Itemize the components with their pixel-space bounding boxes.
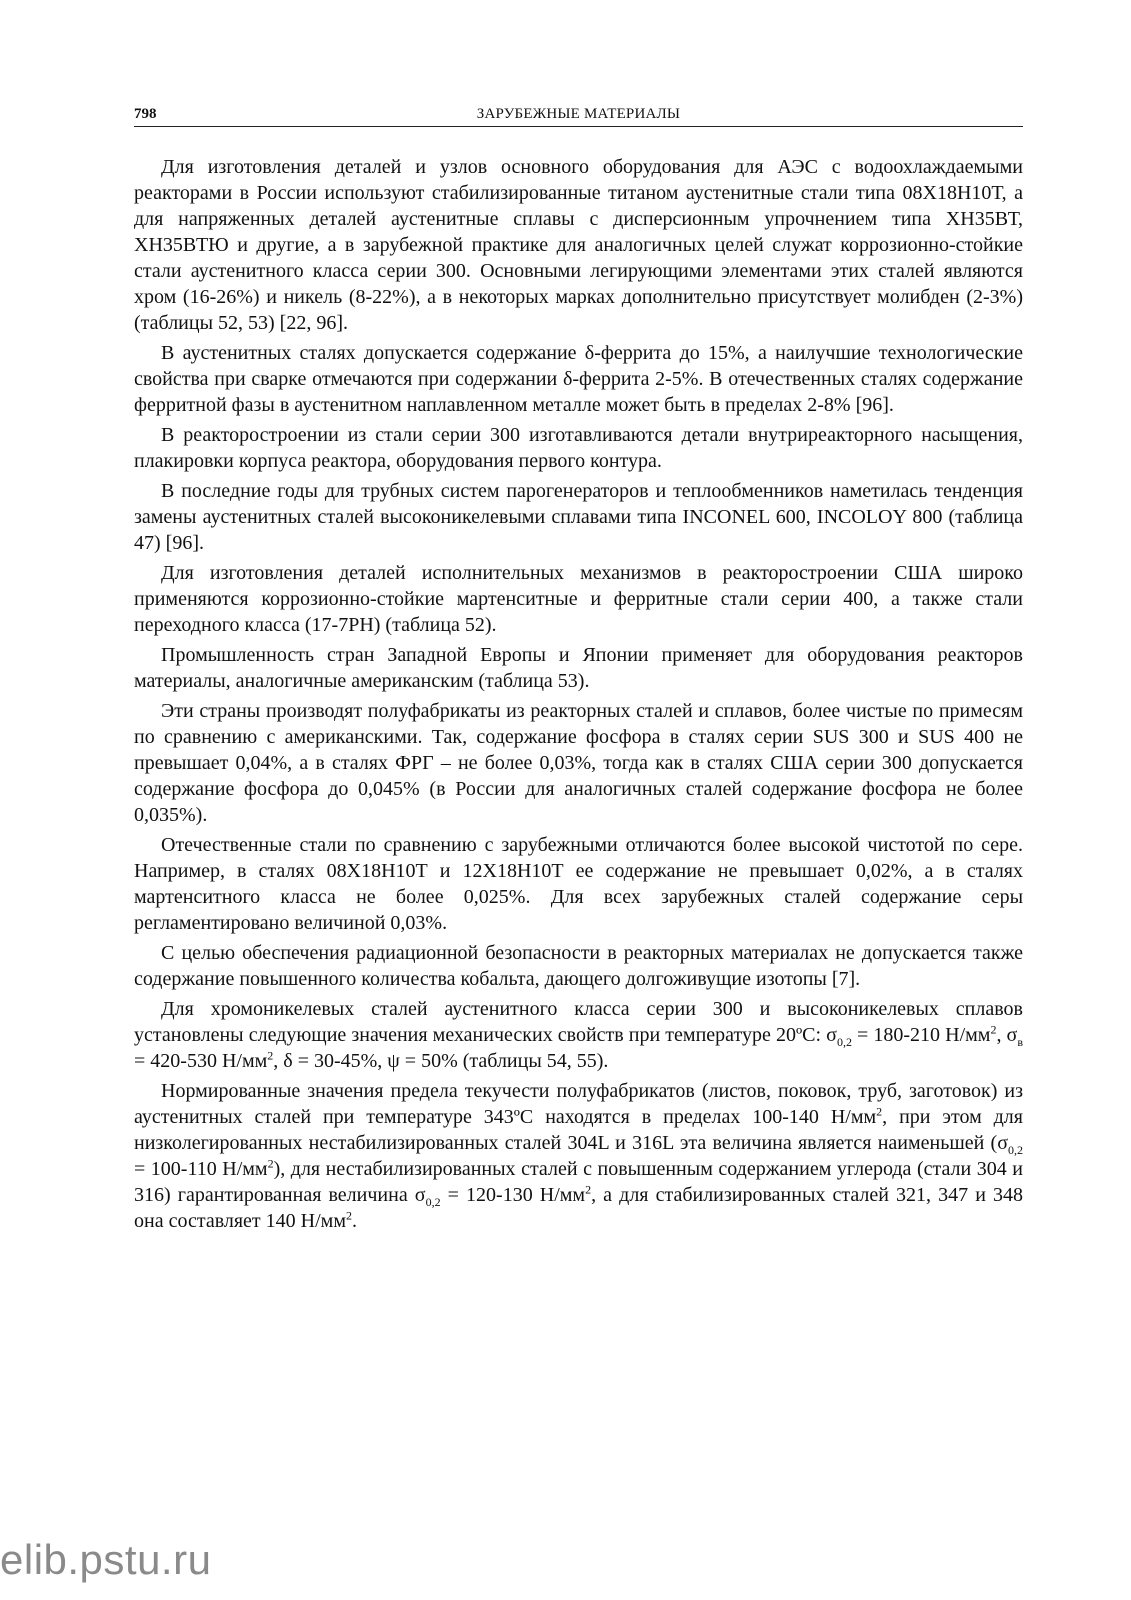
paragraph-3: В реакторостроении из стали серии 300 изготавливаются детали внутриреакторного насыщения, плакировки корпуса реактора, оборудования первого контура.	[134, 424, 1023, 472]
norm-text: Нормированные значения предела текучести полуфабрикатов (листов, поковок, труб, заготовок) из аустенитных сталей при температуре 343ºС находятся в пределах 100-140 Н/мм	[134, 1080, 1023, 1128]
paragraph-normalized-values	[134, 1078, 1023, 1234]
paragraph-2: В аустенитных сталях допускается содержание δ-феррита до 15%, а наилучшие технологические свойства при сварке отмечаются при содержании δ-феррита 2-5%. В отечественных сталях содержание ферритной фазы в аустенитном наплавленном металле может быть в пределах 2-8% [96].	[134, 342, 1023, 416]
sigma-symbol: σ	[826, 1024, 837, 1046]
paragraph-8: Отечественные стали по сравнению с зарубежными отличаются более высокой чистотой по сере. Например, в сталях 08Х18Н10Т и 12Х18Н10Т ее содержание не превышает 0,02%, а в сталях мартенситного класса не более 0,025%. Для всех зарубежных сталей содержание серы регламентировано величиной 0,03%.	[134, 834, 1023, 934]
page	[134, 102, 1023, 1238]
separator: ,	[996, 1024, 1007, 1046]
paragraph-6: Промышленность стран Западной Европы и Японии применяет для оборудования реакторов материалы, аналогичные американским (таблица 53).	[134, 644, 1023, 692]
unit-superscript: 2	[585, 1182, 592, 1197]
sigma-symbol: σ	[414, 1184, 426, 1206]
unit-superscript: 2	[267, 1048, 274, 1063]
norm-text: .	[351, 1210, 357, 1232]
yield-value: = 180-210 Н/мм	[851, 1024, 991, 1046]
running-title: ЗАРУБЕЖНЫЕ МАТЕРИАЛЫ	[476, 106, 681, 122]
sigma-subscript: 0,2	[1008, 1143, 1023, 1157]
body-text	[134, 154, 1023, 1234]
paragraph-9: С целью обеспечения радиационной безопасности в реакторных материалах не допускается также содержание повышенного количества кобальта, дающего долгоживущие изотопы [7].	[134, 942, 1023, 990]
paragraph-5: Для изготовления деталей исполнительных механизмов в реакторостроении США широко применяются коррозионно-стойкие мартенситные и ферритные стали серии 400, а также стали переходного класса (17-7РН) (таблица 52).	[134, 562, 1023, 636]
running-header	[134, 102, 1023, 127]
norm-text: , при этом для низколегированных нестабилизированных сталей 304L и 316L эта величина является наименьшей (	[134, 1106, 1023, 1154]
sigma-symbol: σ	[997, 1132, 1008, 1154]
norm-text: = 100-110 Н/мм	[134, 1158, 268, 1180]
sigma-symbol: σ	[1006, 1024, 1018, 1046]
sigma-subscript: 0,2	[425, 1195, 441, 1209]
mech-tail: , δ = 30-45%, ψ = 50% (таблицы 54, 55).	[273, 1050, 609, 1072]
sigma-subscript: в	[1017, 1035, 1023, 1049]
norm-text: , а для стабилизированных сталей 321, 347 и 348 она составляет 140 Н/мм	[134, 1184, 1023, 1232]
sigma-subscript: 0,2	[836, 1035, 852, 1049]
paragraph-mechanical-properties	[134, 996, 1023, 1074]
norm-text: ), для нестабилизированных сталей с повышенным содержанием углерода (стали 304 и 316) гарантированная величина	[134, 1158, 1023, 1206]
mech-lead: Для хромоникелевых сталей аустенитного класса серии 300 и высоконикелевых сплавов установлены следующие значения механических свойств при температуре 20ºС:	[134, 998, 1023, 1046]
norm-text: = 120-130 Н/мм	[440, 1184, 586, 1206]
page-number: 798	[134, 106, 157, 122]
unit-superscript: 2	[990, 1022, 997, 1037]
unit-superscript: 2	[267, 1156, 274, 1171]
unit-superscript: 2	[876, 1104, 883, 1119]
paragraph-1: Для изготовления деталей и узлов основного оборудования для АЭС с водоохлаждаемыми реакторами в России используют стабилизированные титаном аустенитные стали типа 08Х18Н10Т, а для напряженных деталей аустенитные сплавы с дисперсионным упрочнением типа ХН35ВТ, ХН35ВТЮ и другие, а в зарубежной практике для аналогичных целей служат коррозионно-стойкие стали аустенитного класса серии 300. Основными легирующими элементами этих сталей являются хром (16-26%) и никель (8-22%), а в некоторых марках дополнительно присутствует молибден (2-3%) (таблицы 52, 53) [22, 96].	[134, 156, 1023, 334]
paragraph-7: Эти страны производят полуфабрикаты из реакторных сталей и сплавов, более чистые по примесям по сравнению с американскими. Так, содержание фосфора в сталях серии SUS 300 и SUS 400 не превышает 0,04%, а в сталях ФРГ – не более 0,03%, тогда как в сталях США серии 300 допускается содержание фосфора до 0,045% (в России для аналогичных сталей содержание фосфора не более 0,035%).	[134, 700, 1023, 826]
paragraph-4: В последние годы для трубных систем парогенераторов и теплообменников наметилась тенденция замены аустенитных сталей высоконикелевыми сплавами типа INCONEL 600, INCOLOY 800 (таблица 47) [96].	[134, 480, 1023, 554]
watermark: elib.pstu.ru	[0, 1536, 212, 1583]
unit-superscript: 2	[345, 1208, 352, 1223]
tensile-value: = 420-530 Н/мм	[134, 1050, 268, 1072]
